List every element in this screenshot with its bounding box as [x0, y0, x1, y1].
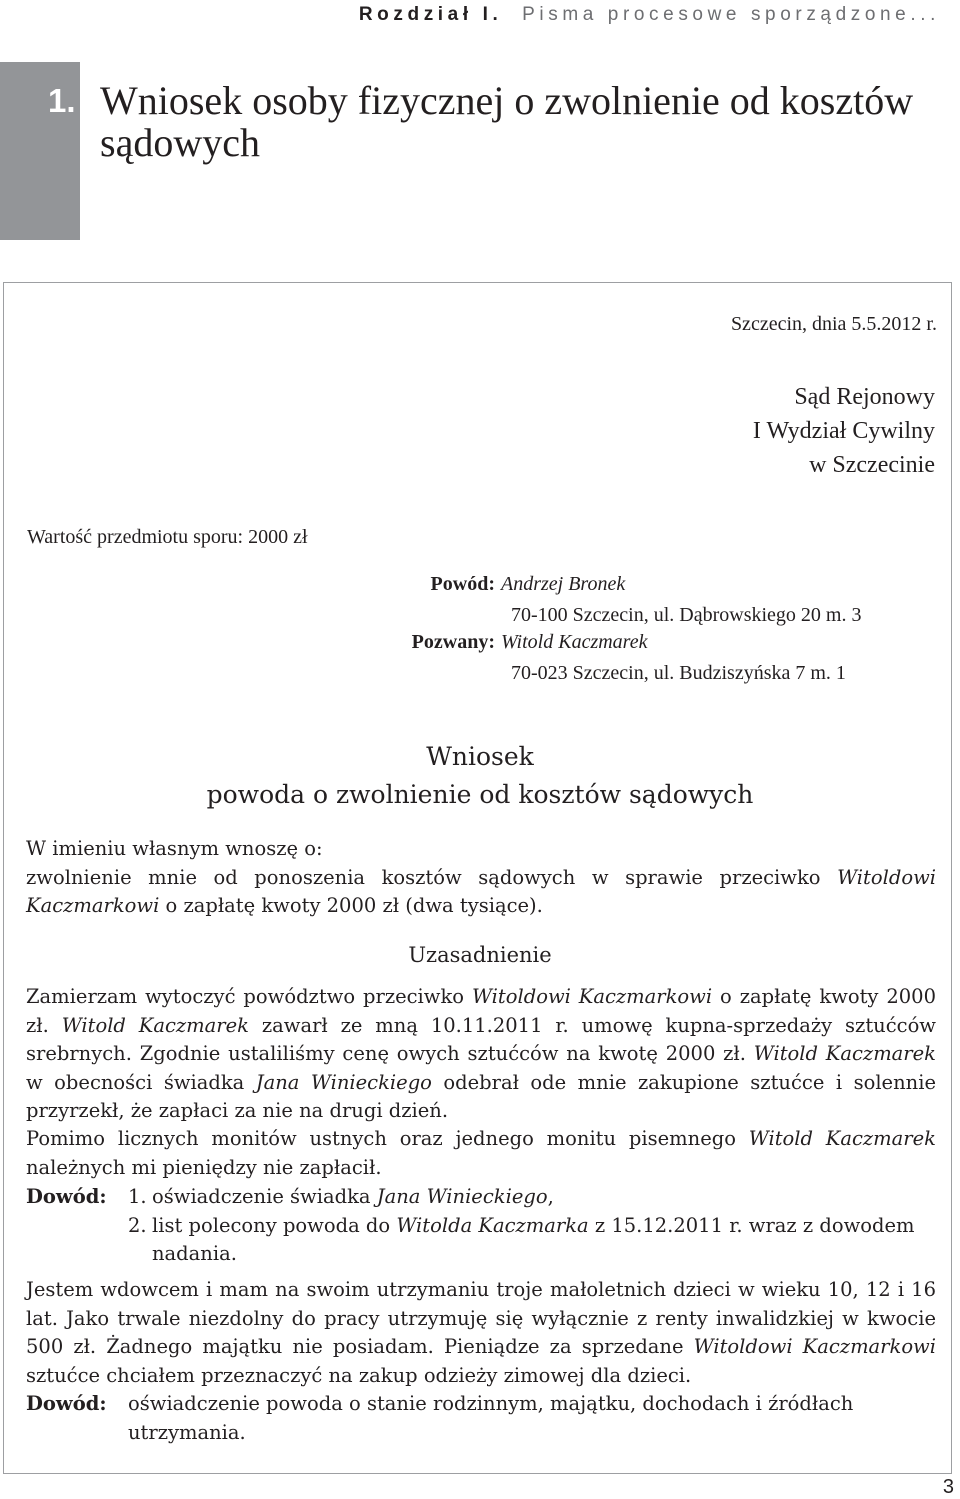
court-address	[753, 380, 935, 482]
chapter-title: Wniosek osoby fizycznej o zwolnienie od kosztów sądowych	[100, 78, 914, 165]
name-ref: Witold Kaczmarek	[61, 1013, 249, 1037]
evidence-item-number: 2.	[128, 1213, 147, 1237]
evidence-item-text	[152, 1212, 932, 1269]
plaintiff-label: Powód:	[430, 573, 495, 595]
paragraph-text: w obecności świadka	[26, 1070, 256, 1094]
paragraph-text: Pomimo licznych monitów ustnych oraz jednego monitu pisemnego	[26, 1127, 749, 1150]
name-ref: Witolda Kaczmarka	[396, 1213, 589, 1237]
evidence-item	[26, 1390, 936, 1447]
name-ref: Jana Winieckiego	[255, 1070, 432, 1094]
paragraph-text: Zamierzam wytoczyć powództwo przeciwko	[26, 985, 472, 1008]
request-text-part: zwolnienie mnie od ponoszenia kosztów sądowych w sprawie przeciwko	[26, 865, 838, 889]
evidence-list-2	[26, 1390, 936, 1447]
name-ref: Witoldowi Kaczmarkowi	[471, 985, 713, 1008]
dispute-value: Wartość przedmiotu sporu: 2000 zł	[27, 526, 308, 548]
defendant-address: 70-023 Szczecin, ul. Budziszyńska 7 m. 1	[511, 662, 846, 684]
name-ref: Witoldowi Kaczmarkowi	[693, 1335, 936, 1358]
parties	[0, 570, 960, 690]
justification-paragraph-2	[26, 1125, 936, 1182]
paragraph-text: sztućce chciałem przeznaczyć na zakup odzieży zimowej dla dzieci.	[26, 1363, 692, 1387]
running-head	[0, 4, 940, 26]
plaintiff-address: 70-100 Szczecin, ul. Dąbrowskiego 20 m. 3	[511, 604, 862, 626]
evidence-text: ,	[547, 1185, 554, 1208]
document-title-line2: powoda o zwolnienie od kosztów sądowych	[206, 780, 754, 809]
justification-heading: Uzasadnienie	[408, 943, 552, 967]
document-title	[0, 738, 960, 814]
document-title-line1: Wniosek	[426, 742, 534, 771]
evidence-label: Dowód:	[26, 1392, 107, 1415]
request-text	[26, 864, 936, 921]
evidence-list-1	[26, 1183, 936, 1269]
running-head-title: Pisma procesowe sporządzone...	[522, 4, 940, 25]
name-ref: Witold Kaczmarek	[748, 1127, 936, 1150]
evidence-item-text	[152, 1183, 554, 1212]
evidence-text: list polecony powoda do	[152, 1213, 397, 1237]
court-name: Sąd Rejonowy	[794, 384, 935, 410]
defendant-label: Pozwany:	[411, 631, 495, 653]
page-number: 3	[942, 1476, 954, 1498]
request-intro: W imieniu własnym wnoszę o:	[26, 837, 323, 860]
evidence-item-text: oświadczenie powoda o stanie rodzinnym, majątku, dochodach i źródłach utrzymania.	[128, 1392, 854, 1444]
defendant-name: Witold Kaczmarek	[501, 631, 648, 653]
paragraph-text: odebrał ode mnie zakupione sztućce i solennie przyrzekł, że zapłaci za nie na drugi dzień.	[26, 1070, 936, 1122]
evidence-label: Dowód:	[26, 1185, 107, 1208]
plaintiff-name: Andrzej Bronek	[501, 573, 626, 595]
request-section	[26, 835, 936, 921]
evidence-item	[26, 1183, 936, 1212]
evidence-item	[26, 1212, 936, 1269]
name-ref: Witold Kaczmarek	[753, 1042, 936, 1065]
running-head-chapter: Rozdział I.	[358, 4, 503, 25]
justification-paragraph-3	[26, 1276, 936, 1390]
paragraph-text: należnych mi pieniędzy nie zapłacił.	[26, 1155, 382, 1179]
paragraph-text: Jestem wdowcem i mam na swoim utrzymaniu troje małoletnich dzieci w wieku 10, 12 i 16 lat. Jako trwale niezdolny do pracy utrzymuję się wyłącznie z renty inwalidzkiej w kwocie 500 zł. Żadnego majątku nie posiadam. Pieniądze za sprzedane	[26, 1278, 936, 1358]
court-city: w Szczecinie	[809, 452, 935, 478]
defendant-name-ref: Witoldowi Kaczmarkowi	[26, 865, 936, 917]
place-date: Szczecin, dnia 5.5.2012 r.	[730, 313, 937, 335]
name-ref: Jana Winieckiego	[376, 1185, 548, 1208]
evidence-text: z 15.12.2011 r. wraz z dowodem nadania.	[152, 1213, 915, 1265]
chapter-number: 1.	[48, 82, 76, 119]
justification-paragraph-1	[26, 983, 936, 1126]
evidence-item-number: 1.	[128, 1185, 147, 1208]
evidence-text: oświadczenie świadka	[152, 1185, 377, 1208]
court-division: I Wydział Cywilny	[752, 418, 935, 444]
request-text-part: o zapłatę kwoty 2000 zł (dwa tysiące).	[159, 894, 543, 917]
paragraph-text: zawarł ze mną 10.11.2011 r. umowę kupna-sprzedaży sztućców srebrnych. Zgodnie ustaliliśmy cenę owych sztućców na kwotę 2000 zł.	[26, 1013, 936, 1065]
paragraph-text: o zapłatę kwoty 2000 zł.	[26, 985, 936, 1037]
